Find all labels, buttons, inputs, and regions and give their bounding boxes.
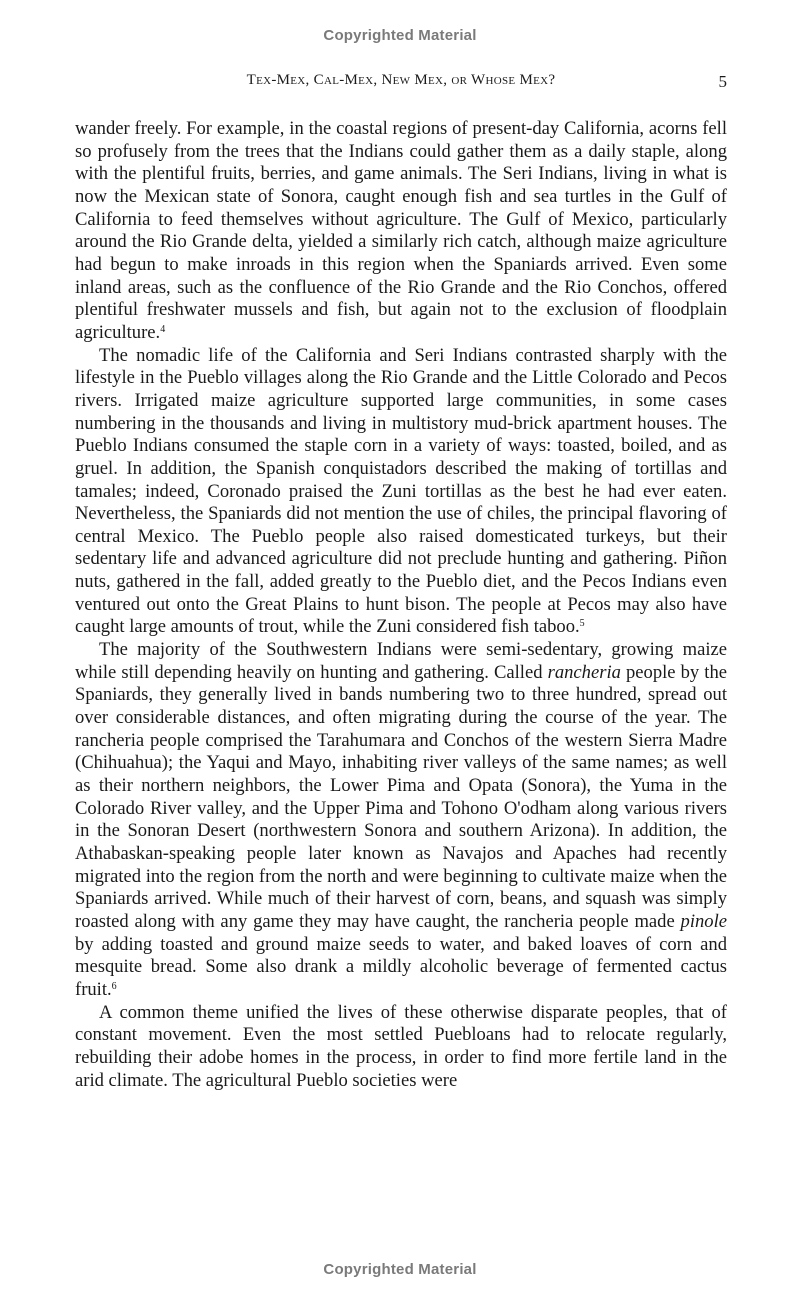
- running-title: Tex-Mex, Cal-Mex, New Mex, or Whose Mex?: [246, 72, 556, 88]
- paragraph-2: [75, 345, 727, 640]
- paragraph-3-text-c: by adding toasted and ground maize seeds to water, and baked loaves of corn and mesquite bread. Some also drank a mildly alcoholic beverage of fermented cactus fruit.: [75, 933, 727, 1000]
- page-number: 5: [718, 72, 727, 91]
- paragraph-2-text: The nomadic life of the California and Seri Indians contrasted sharply with the lifestyle in the Pueblo villages along the Rio Grande and the Little Colorado and Pecos rivers. Irrigated maize agriculture supported large communities, in some cases numbering in the thousands and living in multistory mud-brick apartment houses. The Pueblo Indians consumed the staple corn in a variety of ways: toasted, boiled, and as gruel. In addition, the Spanish conquistadors described the making of tortillas and tamales; indeed, Coronado praised the Zuni tortillas as the best he had ever eaten. Nevertheless, the Spaniards did not mention the use of chiles, the principal flavoring of central Mexico. The Pueblo people also raised domesticated turkeys, but their sedentary life and advanced agriculture did not preclude hunting and gathering. Piñon nuts, gathered in the fall, added greatly to the Pueblo diet, and the Pecos Indians even ventured out onto the Great Plains to hunt bison. The people at Pecos may also have caught large amounts of trout, while the Zuni considered fish taboo.: [75, 344, 727, 638]
- paragraph-4-text: A common theme unified the lives of these otherwise disparate peoples, that of constant movement. Even the most settled Puebloans had to relocate regularly, rebuilding their adobe homes in the process, in order to find more fertile land in the arid climate. The agricultural Pueblo societies were: [75, 1001, 727, 1091]
- italic-term-rancheria: rancheria: [547, 661, 621, 683]
- body-text: [75, 118, 727, 1092]
- copyright-watermark-bottom: Copyrighted Material: [323, 1261, 477, 1278]
- paragraph-1-text: wander freely. For example, in the coastal regions of present-day California, acorns fell so profusely from the trees that the Indians could gather them as a daily staple, along with the plentiful fruits, berries, and game animals. The Seri Indians, living in what is now the Mexican state of Sonora, caught enough fish and sea turtles in the Gulf of California to feed themselves without agriculture. The Gulf of Mexico, particularly around the Rio Grande delta, yielded a similarly rich catch, although maize agriculture had begun to make inroads in this region when the Spaniards arrived. Even some inland areas, such as the confluence of the Rio Grande and the Rio Conchos, offered plentiful freshwater mussels and fish, but again not to the exclusion of floodplain agriculture.: [75, 118, 727, 343]
- running-header: [75, 72, 727, 94]
- paragraph-3-text-a: The majority of the Southwestern Indians were semi-sedentary, growing maize while still depending heavily on hunting and gathering. Called: [75, 639, 727, 683]
- paragraph-3-text-b: people by the Spaniards, they generally lived in bands numbering two to three hundred, spread out over considerable distances, and often migrating during the course of the year. The rancheria people comprised the Tarahumara and Conchos of the western Sierra Madre (Chihuahua); the Yaqui and Mayo, inhabiting river valleys of the same names; as well as their northern neighbors, the Lower Pima and Opata (Sonora), the Yuma in the Colorado River valley, and the Upper Pima and Tohono O'odham along various rivers in the Sonoran Desert (northwestern Sonora and southern Arizona). In addition, the Athabaskan-speaking people later known as Navajos and Apaches had recently migrated into the region from the north and were beginning to cultivate maize when the Spaniards arrived. While much of their harvest of corn, beans, and squash was simply roasted along with any game they may have caught, the rancheria people made: [75, 661, 727, 932]
- footnote-ref-5: 5: [579, 618, 585, 630]
- paragraph-4: [75, 1002, 727, 1093]
- copyright-watermark-top: Copyrighted Material: [323, 27, 477, 44]
- italic-term-pinole: pinole: [680, 910, 727, 932]
- footnote-ref-6: 6: [111, 980, 117, 992]
- paragraph-3: [75, 639, 727, 1002]
- footnote-ref-4: 4: [160, 323, 166, 335]
- paragraph-1: [75, 118, 727, 345]
